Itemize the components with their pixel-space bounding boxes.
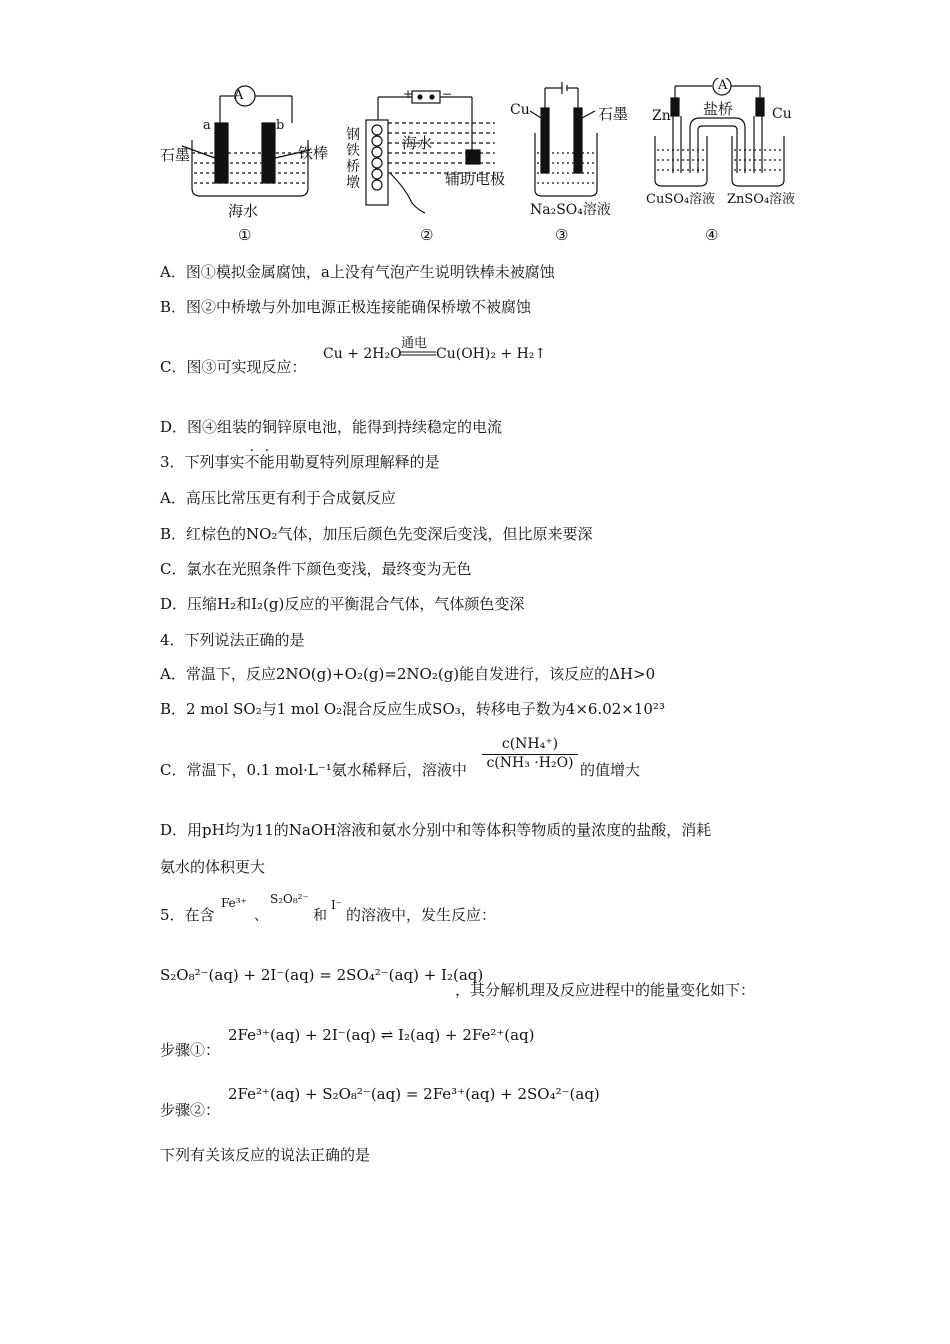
q3-option-c: C．氯水在光照条件下颜色变浅，最终变为无色 <box>160 560 472 578</box>
fig3-graphite-label: 石墨 <box>598 105 629 123</box>
figure-4-galvanic-cell <box>655 78 784 186</box>
fig4-cu-label: Cu <box>772 106 792 122</box>
q3-option-d: D．压缩H₂和I₂(g)反应的平衡混合气体，气体颜色变深 <box>160 595 525 613</box>
fig4-znso4-label: ZnSO₄溶液 <box>727 192 796 207</box>
figure-3-electrolysis-cell <box>530 82 597 196</box>
fig3-number: ③ <box>555 226 569 244</box>
figure-1-corrosion-cell <box>182 86 310 196</box>
fig2-minus-label: − <box>442 87 453 101</box>
q3-stem-emph1: 不 <box>244 453 260 471</box>
q3-stem-a: 3．下列事实 <box>160 453 245 471</box>
q4-c-numerator: c(NH₄⁺) <box>482 736 578 755</box>
q2-c-eq-left: Cu + 2H₂O <box>323 346 402 362</box>
q2-option-a: A．图①模拟金属腐蚀，a上没有气泡产生说明铁棒未被腐蚀 <box>160 263 555 281</box>
q3-option-a: A．高压比常压更有利于合成氨反应 <box>160 489 396 507</box>
q2-c-eq-right: Cu(OH)₂ + H₂↑ <box>436 346 547 362</box>
fig2-seawater-label: 海水 <box>402 134 433 152</box>
q2-c-eq-condition: 通电 <box>401 336 428 351</box>
q5-ion-s2o8: S₂O₈²⁻ <box>270 892 309 906</box>
q4-c-fraction <box>482 736 578 771</box>
fig4-number: ④ <box>705 226 719 244</box>
fig3-cu-label: Cu <box>510 102 530 118</box>
q5-stem-a: 5．在含 <box>160 906 215 924</box>
q2-option-d: D．图④组装的铜锌原电池，能得到持续稳定的电流 <box>160 418 503 436</box>
fig1-seawater-label: 海水 <box>228 202 259 220</box>
fig2-number: ② <box>420 226 434 244</box>
fig4-salt-bridge-label: 盐桥 <box>703 100 734 118</box>
fig1-graphite-label: 石墨 <box>160 146 191 164</box>
q3-option-b: B．红棕色的NO₂气体，加压后颜色先变深后变浅，但比原来要深 <box>160 525 593 543</box>
q3-stem <box>160 452 440 472</box>
q2-option-b: B．图②中桥墩与外加电源正极连接能确保桥墩不被腐蚀 <box>160 298 532 316</box>
q5-closing: 下列有关该反应的说法正确的是 <box>160 1146 371 1164</box>
q4-c-denominator: c(NH₃ ·H₂O) <box>486 755 574 771</box>
q4-option-d-line2: 氨水的体积更大 <box>160 858 266 876</box>
q5-step2-label: 步骤②： <box>160 1101 221 1119</box>
q4-option-b: B．2 mol SO₂与1 mol O₂混合反应生成SO₃，转移电子数为4×6.02×10²³ <box>160 700 665 718</box>
fig3-solution-label: Na₂SO₄溶液 <box>530 202 611 218</box>
fig1-electrode-a-label: a <box>203 118 211 133</box>
q2-option-c-prefix: C．图③可实现反应： <box>160 358 307 376</box>
q4-option-c-prefix: C．常温下，0.1 mol·L⁻¹氨水稀释后，溶液中 <box>160 761 467 779</box>
fig2-plus-label: + <box>403 87 414 101</box>
fig1-electrode-b-label: b <box>276 118 285 133</box>
q5-ion-i: I⁻ <box>331 898 343 912</box>
fig2-pier-label: 钢 铁 桥 墩 <box>346 127 360 191</box>
q4-option-c-suffix: 的值增大 <box>580 761 641 779</box>
q3-stem-b: 用勒夏特列原理解释的是 <box>274 453 440 471</box>
q2-c-eq-arrow <box>400 350 436 358</box>
q5-stem-b: 的溶液中，发生反应： <box>346 906 497 924</box>
fig1-meter-label: A <box>234 88 244 103</box>
fig1-number: ① <box>238 226 252 244</box>
fig1-iron-rod-label: 铁棒 <box>298 144 329 162</box>
q5-step2-equation: 2Fe²⁺(aq) + S₂O₈²⁻(aq) = 2Fe³⁺(aq) + 2SO₄²⁻(aq) <box>228 1085 600 1103</box>
q3-stem-emph2: 能 <box>259 453 275 471</box>
q5-step1-label: 步骤①： <box>160 1041 221 1059</box>
fig4-cuso4-label: CuSO₄溶液 <box>646 192 716 207</box>
q5-overall-equation: S₂O₈²⁻(aq) + 2I⁻(aq) = 2SO₄²⁻(aq) + I₂(aq) <box>160 966 484 984</box>
q5-overall-suffix: ，其分解机理及反应进程中的能量变化如下： <box>455 981 756 999</box>
q5-and: 和 <box>313 908 327 924</box>
q4-option-a: A．常温下，反应2NO(g)+O₂(g)=2NO₂(g)能自发进行，该反应的ΔH>0 <box>160 665 656 683</box>
q5-step1-equation: 2Fe³⁺(aq) + 2I⁻(aq) ⇌ I₂(aq) + 2Fe²⁺(aq) <box>228 1026 535 1044</box>
q5-ion-fe3: Fe³⁺ <box>221 896 247 910</box>
q5-sep: 、 <box>254 908 268 924</box>
q4-stem: 4．下列说法正确的是 <box>160 631 305 649</box>
q4-option-d-line1: D．用pH均为11的NaOH溶液和氨水分别中和等体积等物质的量浓度的盐酸，消耗 <box>160 821 712 839</box>
fig4-meter-label: A <box>718 78 728 93</box>
fig4-zn-label: Zn <box>652 108 671 124</box>
fig2-aux-electrode-label: 辅助电极 <box>445 170 506 188</box>
